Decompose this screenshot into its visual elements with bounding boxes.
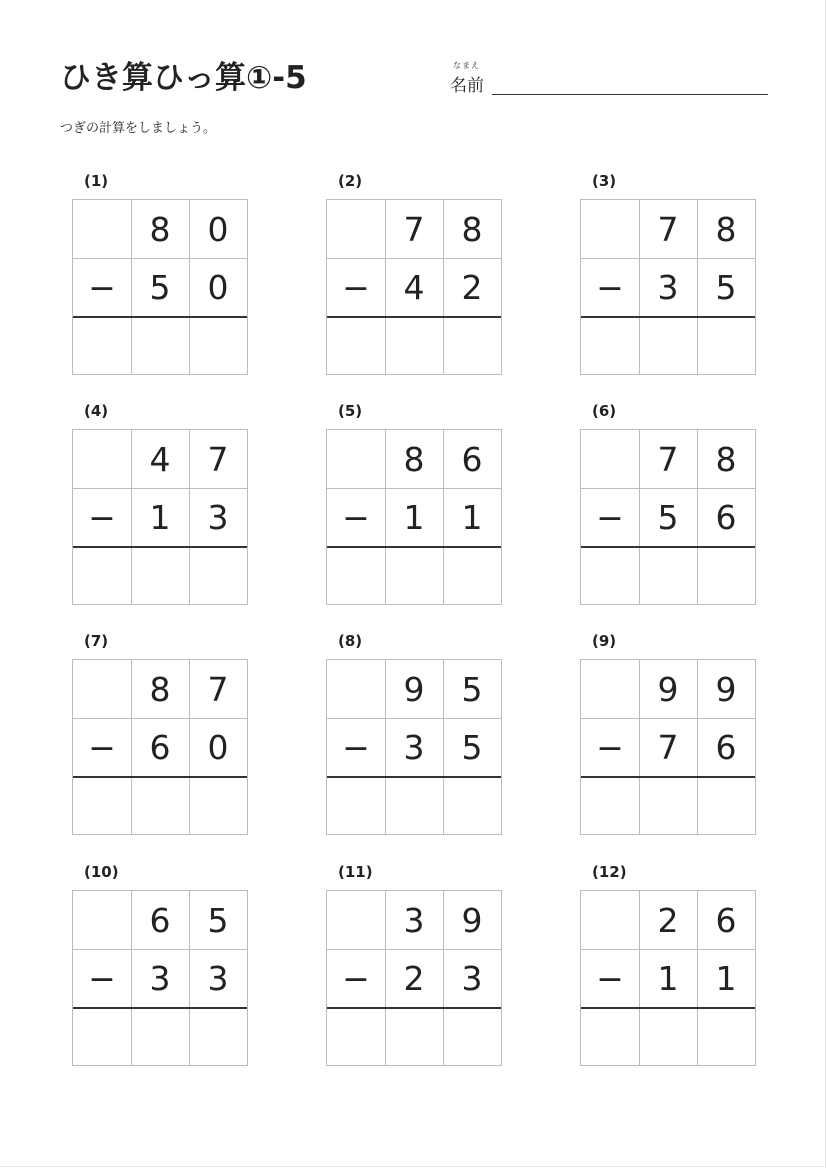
answer-cell-hundreds[interactable] [73,777,131,835]
minuend-ones-digit: 8 [461,209,483,249]
minus-sign: − [88,267,116,307]
subtrahend-tens-digit: 2 [403,958,425,998]
calc-grid [72,199,248,375]
problem-label: (4) [84,402,109,420]
subtrahend-tens-digit: 1 [657,958,679,998]
name-ruby: なまえ [453,61,480,70]
empty-cell [73,891,131,949]
minuend-tens-digit: 6 [149,900,171,940]
subtrahend-tens-digit: 3 [149,958,171,998]
subtrahend-ones-digit: 5 [715,267,737,307]
answer-cell-ones[interactable] [697,777,755,835]
answer-cell-ones[interactable] [697,547,755,605]
answer-cell-ones[interactable] [189,777,247,835]
calc-grid [580,659,756,835]
subtrahend-ones-digit: 0 [207,727,229,767]
minus-sign: − [596,727,624,767]
answer-cell-tens[interactable] [639,1008,697,1066]
answer-cell-tens[interactable] [131,1008,189,1066]
minuend-ones-digit: 6 [715,900,737,940]
empty-cell [73,200,131,258]
calc-grid [580,890,756,1066]
answer-cell-ones[interactable] [189,317,247,375]
problem-label: (1) [84,172,109,190]
minuend-ones-digit: 5 [461,669,483,709]
answer-cell-hundreds[interactable] [327,1008,385,1066]
subtrahend-tens-digit: 3 [657,267,679,307]
minuend-tens-digit: 9 [657,669,679,709]
answer-cell-tens[interactable] [385,1008,443,1066]
empty-cell [73,430,131,488]
problem-label: (8) [338,632,363,650]
name-label: 名前 [450,76,484,96]
minuend-ones-digit: 9 [715,669,737,709]
subtrahend-ones-digit: 5 [461,727,483,767]
problem-label: (6) [592,402,617,420]
minuend-tens-digit: 7 [657,209,679,249]
minuend-tens-digit: 9 [403,669,425,709]
calc-grid [72,659,248,835]
empty-cell [327,200,385,258]
subtrahend-tens-digit: 5 [149,267,171,307]
calc-grid [326,199,502,375]
subtrahend-ones-digit: 6 [715,497,737,537]
subtrahend-tens-digit: 3 [403,727,425,767]
minus-sign: − [342,958,370,998]
minus-sign: − [596,267,624,307]
subtrahend-ones-digit: 3 [461,958,483,998]
answer-cell-tens[interactable] [639,777,697,835]
minus-sign: − [88,958,116,998]
subtrahend-tens-digit: 4 [403,267,425,307]
empty-cell [581,891,639,949]
subtrahend-tens-digit: 5 [657,497,679,537]
problem-label: (7) [84,632,109,650]
minuend-ones-digit: 5 [207,900,229,940]
calc-grid [580,429,756,605]
calc-grid [72,429,248,605]
subtrahend-tens-digit: 1 [403,497,425,537]
answer-cell-ones[interactable] [697,317,755,375]
answer-cell-hundreds[interactable] [581,1008,639,1066]
subtrahend-ones-digit: 3 [207,958,229,998]
subtrahend-tens-digit: 1 [149,497,171,537]
calc-grid [326,429,502,605]
answer-cell-ones[interactable] [189,547,247,605]
answer-cell-ones[interactable] [697,1008,755,1066]
minuend-ones-digit: 7 [207,669,229,709]
name-area [450,60,770,100]
subtrahend-ones-digit: 6 [715,727,737,767]
answer-cell-ones[interactable] [189,1008,247,1066]
answer-cell-tens[interactable] [639,317,697,375]
minuend-tens-digit: 8 [403,439,425,479]
subtrahend-ones-digit: 1 [461,497,483,537]
minus-sign: − [88,727,116,767]
minus-sign: − [342,267,370,307]
problem-label: (11) [338,863,373,881]
answer-cell-hundreds[interactable] [581,547,639,605]
subtrahend-ones-digit: 2 [461,267,483,307]
minuend-ones-digit: 6 [461,439,483,479]
minus-sign: − [342,497,370,537]
answer-cell-hundreds[interactable] [73,317,131,375]
minuend-tens-digit: 7 [657,439,679,479]
answer-cell-hundreds[interactable] [327,777,385,835]
minuend-tens-digit: 3 [403,900,425,940]
answer-cell-hundreds[interactable] [581,317,639,375]
answer-cell-ones[interactable] [443,547,501,605]
minuend-ones-digit: 7 [207,439,229,479]
empty-cell [327,430,385,488]
subtrahend-tens-digit: 7 [657,727,679,767]
answer-cell-hundreds[interactable] [73,547,131,605]
problem-label: (10) [84,863,119,881]
problem-label: (3) [592,172,617,190]
calc-grid [580,199,756,375]
answer-cell-hundreds[interactable] [327,317,385,375]
minuend-tens-digit: 8 [149,209,171,249]
calc-grid [326,890,502,1066]
empty-cell [581,660,639,718]
empty-cell [581,200,639,258]
subtrahend-ones-digit: 3 [207,497,229,537]
answer-cell-tens[interactable] [131,317,189,375]
minus-sign: − [88,497,116,537]
calc-grid [72,890,248,1066]
answer-cell-tens[interactable] [131,777,189,835]
worksheet-title: ひき算ひっ算①-5 [60,60,307,96]
minuend-tens-digit: 4 [149,439,171,479]
answer-cell-tens[interactable] [639,547,697,605]
minus-sign: − [596,497,624,537]
answer-cell-hundreds[interactable] [73,1008,131,1066]
minus-sign: − [596,958,624,998]
problem-label: (12) [592,863,627,881]
answer-cell-ones[interactable] [443,777,501,835]
subtrahend-ones-digit: 0 [207,267,229,307]
problem-label: (2) [338,172,363,190]
answer-cell-tens[interactable] [131,547,189,605]
answer-cell-tens[interactable] [385,317,443,375]
answer-cell-tens[interactable] [385,777,443,835]
problem-label: (5) [338,402,363,420]
empty-cell [581,430,639,488]
instruction-text: つぎの計算をしましょう。 [60,121,217,136]
empty-cell [73,660,131,718]
minuend-ones-digit: 0 [207,209,229,249]
minus-sign: − [342,727,370,767]
empty-cell [327,660,385,718]
calc-grid [326,659,502,835]
answer-cell-ones[interactable] [443,1008,501,1066]
answer-cell-tens[interactable] [385,547,443,605]
answer-cell-ones[interactable] [443,317,501,375]
subtrahend-ones-digit: 1 [715,958,737,998]
minuend-ones-digit: 8 [715,209,737,249]
minuend-ones-digit: 8 [715,439,737,479]
minuend-tens-digit: 2 [657,900,679,940]
empty-cell [327,891,385,949]
minuend-tens-digit: 7 [403,209,425,249]
name-write-line[interactable] [492,94,768,95]
minuend-tens-digit: 8 [149,669,171,709]
minuend-ones-digit: 9 [461,900,483,940]
answer-cell-hundreds[interactable] [581,777,639,835]
subtrahend-tens-digit: 6 [149,727,171,767]
problem-label: (9) [592,632,617,650]
answer-cell-hundreds[interactable] [327,547,385,605]
